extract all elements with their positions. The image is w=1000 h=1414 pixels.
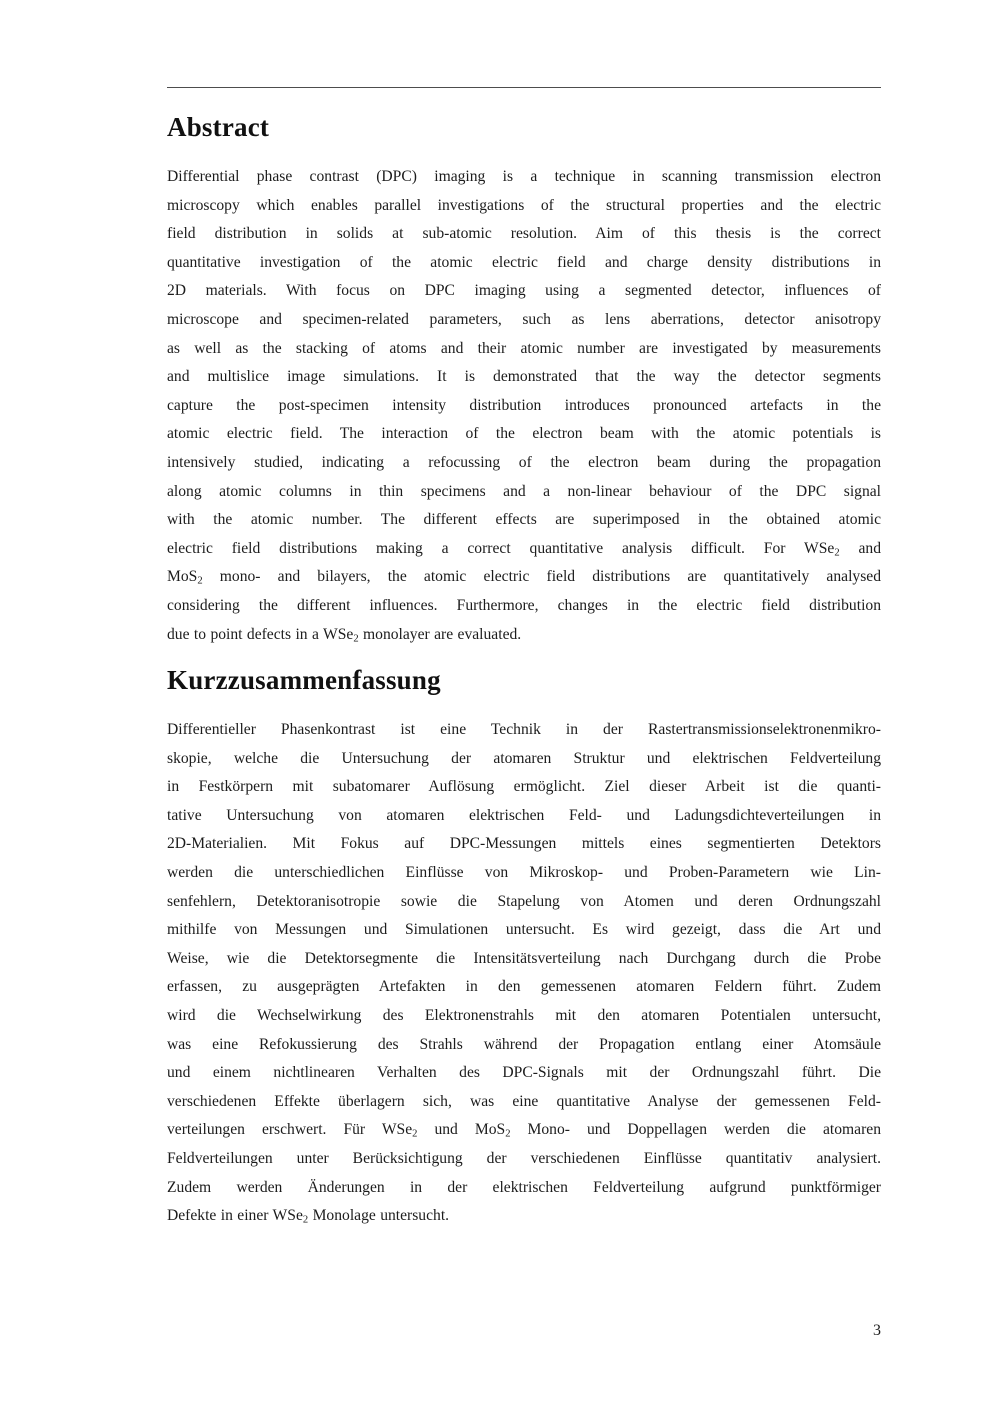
page-number: 3: [873, 1322, 881, 1339]
text-line: erfassen, zu ausgeprägten Artefakten in den gemessenen atomaren Feldern führt. Zudem: [167, 978, 881, 996]
text-line: mithilfe von Messungen und Simulationen untersucht. Es wird gezeigt, dass die Art und: [167, 921, 881, 939]
text-line: 2D-Materialien. Mit Fokus auf DPC-Messungen mittels eines segmentierten Detektors: [167, 835, 881, 853]
text-line: intensively studied, indicating a refocussing of the electron beam during the propagation: [167, 453, 881, 471]
text-line: Differential phase contrast (DPC) imaging is a technique in scanning transmission electron: [167, 168, 881, 185]
text-line: quantitative investigation of the atomic electric field and charge density distributions in: [167, 253, 881, 271]
text-line: tative Untersuchung von atomaren elektrischen Feld- und Ladungsdichteverteilungen in: [167, 806, 881, 824]
section-kurzzusammenfassung: [167, 664, 881, 1231]
text-line: werden die unterschiedlichen Einflüsse von Mikroskop- und Proben-Parametern wie Lin-: [167, 864, 881, 882]
text-line: due to point defects in a WSe$_2$ monolayer are evaluated.: [167, 625, 522, 645]
kurzzusammenfassung-heading: Kurzzusammenfassung: [167, 665, 441, 696]
text-line: atomic electric field. The interaction of the electron beam with the atomic potentials is: [167, 425, 881, 443]
text-line: wird die Wechselwirkung des Elektronenstrahls mit den atomaren Potentialen untersucht,: [167, 1007, 881, 1025]
text-line: Defekte in einer WSe$_2$ Monolage untersucht.: [167, 1207, 450, 1226]
text-column: [167, 0, 881, 1231]
text-line: along atomic columns in thin specimens and a non-linear behaviour of the DPC signal: [167, 482, 881, 500]
text-line: microscopy which enables parallel investigations of the structural properties and the electric: [167, 196, 881, 214]
text-line: capture the post-specimen intensity distribution introduces pronounced artefacts in the: [167, 396, 881, 414]
text-line: skopie, welche die Untersuchung der atomaren Struktur und elektrischen Feldverteilung: [167, 749, 881, 767]
section-abstract: [167, 111, 881, 649]
abstract-paragraph: [167, 163, 881, 649]
text-line: senfehlern, Detektoranisotropie sowie die Stapelung von Atomen und deren Ordnungszahl: [167, 892, 881, 910]
text-line: verteilungen erschwert. Für WSe$_2$ und MoS$_2$ Mono- und Doppellagen werden die atomaren: [167, 1121, 881, 1141]
text-line: microscope and specimen-related parameters, such as lens aberrations, detector anisotropy: [167, 310, 881, 328]
text-line: with the atomic number. The different effects are superimposed in the obtained atomic: [167, 511, 881, 529]
text-line: Feldverteilungen unter Berücksichtigung der verschiedenen Einflüsse quantitativ analysiert.: [167, 1150, 881, 1167]
text-line: and multislice image simulations. It is demonstrated that the way the detector segments: [167, 368, 881, 386]
text-line: electric field distributions making a correct quantitative analysis difficult. For WSe$_2$ and: [167, 539, 881, 559]
header-rule: [167, 87, 881, 88]
text-line: Zudem werden Änderungen in der elektrischen Feldverteilung aufgrund punktförmiger: [167, 1178, 881, 1196]
text-line: considering the different influences. Furthermore, changes in the electric field distribution: [167, 596, 881, 614]
text-line: MoS$_2$ mono- and bilayers, the atomic electric field distributions are quantitatively analysed: [167, 568, 881, 587]
text-line: field distribution in solids at sub-atomic resolution. Aim of this thesis is the correct: [167, 225, 881, 243]
text-line: Weise, wie die Detektorsegmente die Intensitätsverteilung nach Durchgang durch die Probe: [167, 949, 881, 967]
text-line: verschiedenen Effekte überlagern sich, was eine quantitative Analyse der gemessenen Feld-: [167, 1092, 881, 1110]
text-line: was eine Refokussierung des Strahls während der Propagation entlang einer Atomsäule: [167, 1035, 881, 1053]
text-line: und einem nichtlinearen Verhalten des DPC-Signals mit der Ordnungszahl führt. Die: [167, 1064, 881, 1082]
text-line: in Festkörpern mit subatomarer Auflösung ermöglicht. Ziel dieser Arbeit ist die quanti-: [167, 778, 881, 796]
abstract-heading: Abstract: [167, 112, 270, 142]
text-line: as well as the stacking of atoms and their atomic number are investigated by measurements: [167, 339, 881, 357]
text-line: Differentieller Phasenkontrast ist eine Technik in der Rastertransmissionselektronenmikro-: [167, 721, 881, 739]
text-line: 2D materials. With focus on DPC imaging using a segmented detector, influences of: [167, 282, 881, 300]
kurzzusammenfassung-paragraph: [167, 716, 881, 1231]
